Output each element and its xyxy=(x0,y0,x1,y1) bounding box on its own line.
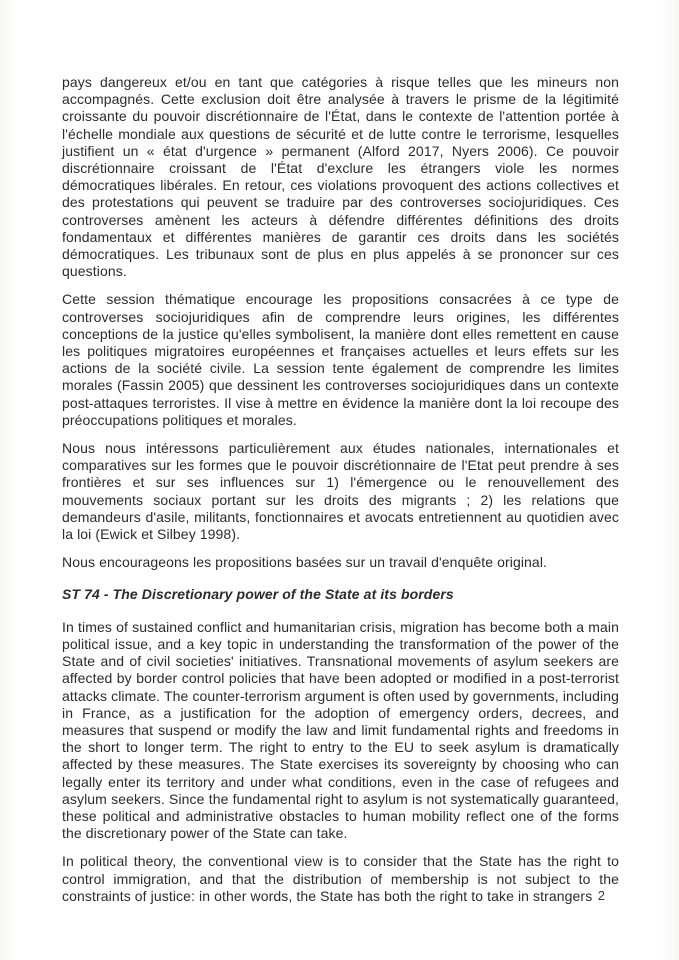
document-body xyxy=(62,74,619,916)
paragraph-en-2: In political theory, the conventional view is to consider that the State has the right to control immigration, and that the distribution of membership is not subject to the constraints of justice: in other words, the State has both the right to take in strangers xyxy=(62,853,619,904)
paragraph-en-1: In times of sustained conflict and humanitarian crisis, migration has become both a main political issue, and a key topic in understanding the transformation of the power of the State and of civil societies' initiatives. Transnational movements of asylum seekers are affected by border control policies that have been adopted or modified in a post-terrorist attacks climate. The counter-terrorism argument is often used by governments, including in France, as a justification for the adoption of emergency orders, decrees, and measures that suspend or modify the law and limit fundamental rights and freedoms in the short to longer term. The right to entry to the EU to seek asylum is dramatically affected by these measures. The State exercises its sovereignty by choosing who can legally enter its territory and under what conditions, even in the case of refugees and asylum seekers. Since the fundamental right to asylum is not systematically guaranteed, these political and administrative obstacles to human mobility reflect one of the forms the discretionary power of the State can take. xyxy=(62,618,619,842)
section-heading-st74: ST 74 - The Discretionary power of the State at its borders xyxy=(62,586,454,603)
paragraph-fr-4: Nous encourageons les propositions basées sur un travail d'enquête original. xyxy=(62,554,548,571)
paragraph-fr-1: pays dangereux et/ou en tant que catégories à risque telles que les mineurs non accompagnés. Cette exclusion doit être analysée à travers le prisme de la légitimité croissante du pouvoir discrétionnaire de l'État, dans le contexte de l'attention portée à l'échelle mondiale aux questions de sécurité et de lutte contre le terrorisme, lesquelles justifient un « état d'urgence » permanent (Alford 2017, Nyers 2006). Ce pouvoir discrétionnaire croissant de l'État d'exclure les étrangers viole les normes démocratiques libérales. En retour, ces violations provoquent des actions collectives et des protestations qui peuvent se traduire par des controverses sociojuridiques. Ces controverses amènent les acteurs à défendre différentes définitions des droits fondamentaux et différentes manières de garantir ces droits dans les sociétés démocratiques. Les tribunaux sont de plus en plus appelés à se prononcer sur ces questions. xyxy=(62,74,619,280)
page-number: 2 xyxy=(597,888,605,903)
paragraph-fr-2: Cette session thématique encourage les propositions consacrées à ce type de controverses sociojuridiques afin de comprendre leurs origines, les différentes conceptions de la justice qu'elles symbolisent, la manière dont elles remettent en cause les politiques migratoires européennes et françaises actuelles et leurs effets sur les actions de la société civile. La session tente également de comprendre les limites morales (Fassin 2005) que dessinent les controverses sociojuridiques dans un contexte post-attaques terroristes. Il vise à mettre en évidence la manière dont la loi recoupe des préoccupations politiques et morales. xyxy=(62,291,619,428)
paragraph-fr-3: Nous nous intéressons particulièrement aux études nationales, internationales et comparatives sur les formes que le pouvoir discrétionnaire de l'Etat peut prendre à ses frontières et sur ses influences sur 1) l'émergence ou le renouvellement des mouvements sociaux portant sur les droits des migrants ; 2) les relations que demandeurs d'asile, militants, fonctionnaires et avocats entretiennent au quotidien avec la loi (Ewick et Silbey 1998). xyxy=(62,440,619,543)
